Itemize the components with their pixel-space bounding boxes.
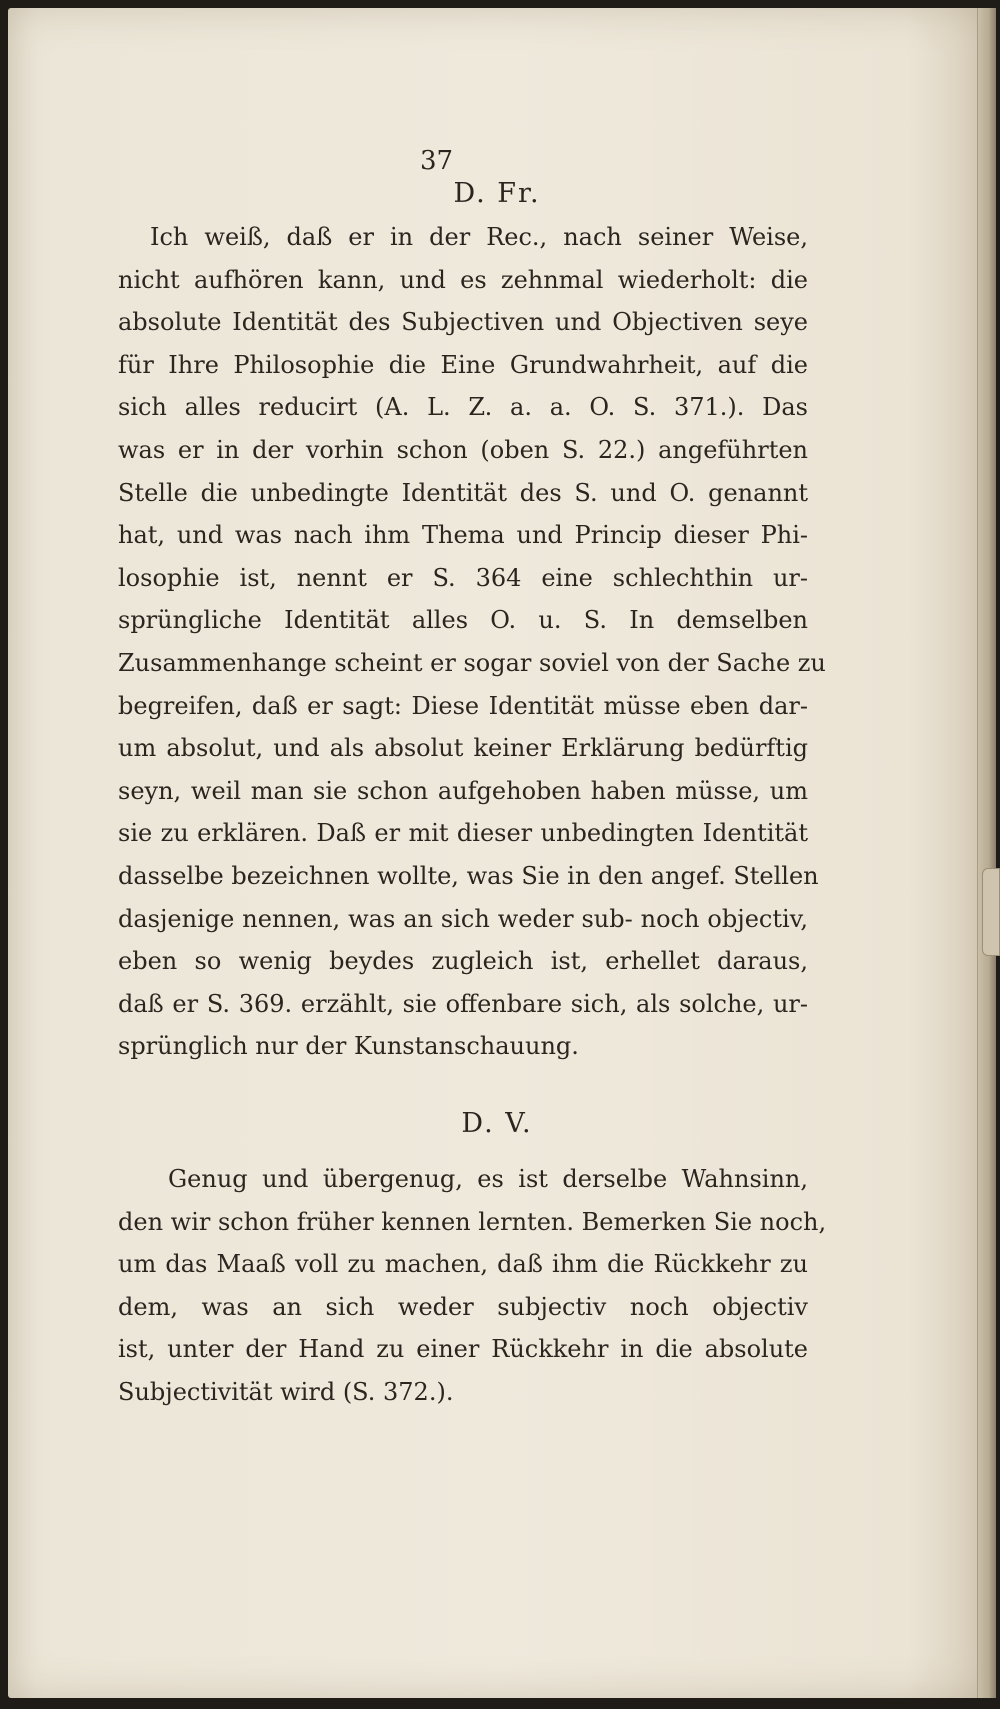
text-line: Genug und übergenug, es ist derselbe Wahnsinn, bbox=[168, 1165, 808, 1193]
text-line: um das Maaß voll zu machen, daß ihm die Rückkehr zu bbox=[118, 1250, 808, 1279]
paragraph-1 bbox=[118, 216, 826, 1068]
text-line: sie zu erklären. Daß er mit dieser unbedingten Identität bbox=[118, 819, 808, 848]
text-line: hat, und was nach ihm Thema und Princip dieser Phi- bbox=[118, 521, 808, 550]
text-line: ist, unter der Hand zu einer Rückkehr in die absolute bbox=[118, 1335, 808, 1364]
text-line: dasselbe bezeichnen wollte, was Sie in den angef. Stellen bbox=[118, 861, 819, 890]
text-line: seyn, weil man sie schon aufgehoben haben müsse, um bbox=[118, 776, 808, 805]
text-line: für Ihre Philosophie die Eine Grundwahrheit, auf die bbox=[118, 350, 808, 379]
text-line: dem, was an sich weder subjectiv noch objectiv bbox=[118, 1292, 808, 1321]
book-page-edge bbox=[977, 8, 996, 1698]
text-line: sich alles reducirt (A. L. Z. a. a. O. S. 371.). Das bbox=[118, 393, 808, 422]
text-line: losophie ist, nennt er S. 364 eine schlechthin ur- bbox=[118, 563, 808, 592]
text-line: absolute Identität des Subjectiven und Objectiven seye bbox=[118, 308, 808, 337]
text-line: nicht aufhören kann, und es zehnmal wiederholt: die bbox=[118, 265, 808, 294]
text-line: daß er S. 369. erzählt, sie offenbare sich, als solche, ur- bbox=[118, 989, 808, 1018]
text-line: dasjenige nennen, was an sich weder sub- noch objectiv, bbox=[118, 904, 808, 933]
text-line: den wir schon früher kennen lernten. Bemerken Sie noch, bbox=[118, 1207, 827, 1236]
text-line: eben so wenig beydes zugleich ist, erhellet daraus, bbox=[118, 947, 808, 976]
text-line: sprünglich nur der Kunstanschauung. bbox=[118, 1032, 579, 1061]
paragraph-2 bbox=[118, 1158, 827, 1414]
speaker-heading-2: D. V. bbox=[461, 1108, 533, 1139]
page-edge-tab bbox=[982, 868, 1000, 956]
text-line: Subjectivität wird (S. 372.). bbox=[118, 1377, 454, 1406]
text-line: begreifen, daß er sagt: Diese Identität müsse eben dar- bbox=[118, 691, 808, 720]
text-line: um absolut, und als absolut keiner Erklärung bedürftig bbox=[118, 734, 808, 763]
text-line: sprüngliche Identität alles O. u. S. In demselben bbox=[118, 606, 808, 635]
text-line: Ich weiß, daß er in der Rec., nach seiner Weise, bbox=[150, 223, 808, 251]
speaker-heading-1: D. Fr. bbox=[453, 178, 541, 209]
text-line: was er in der vorhin schon (oben S. 22.) angeführten bbox=[118, 435, 808, 464]
page-number: 37 bbox=[420, 146, 454, 176]
text-line: Stelle die unbedingte Identität des S. und O. genannt bbox=[118, 478, 808, 507]
paper-sheet bbox=[8, 8, 986, 1698]
text-line: Zusammenhange scheint er sogar soviel von der Sache zu bbox=[118, 648, 826, 677]
